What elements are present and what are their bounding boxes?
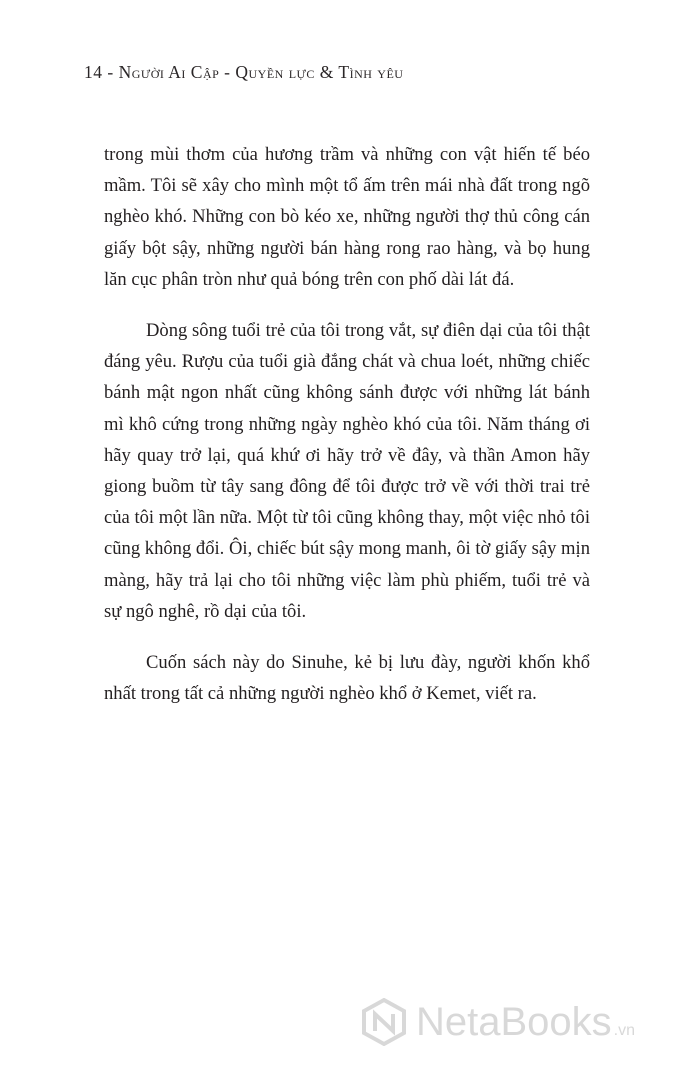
book-title: Người Ai Cập [118,62,220,82]
body-text [104,139,590,729]
netabooks-logo-icon [360,998,408,1046]
book-subtitle: Quyền lực & Tình yêu [235,62,404,82]
header-separator: - [107,62,114,82]
page-number: 14 [84,62,103,82]
paragraph-3: Cuốn sách này do Sinuhe, kẻ bị lưu đày, người khốn khổ nhất trong tất cả những người nghèo khổ ở Kemet, viết ra. [104,652,590,705]
watermark-suffix: .vn [613,1022,636,1039]
paragraph-2: Dòng sông tuổi trẻ của tôi trong vắt, sự điên dại của tôi thật đáng yêu. Rượu của tuổi già đắng chát và chua loét, những chiếc bánh mật ngon nhất cũng không sánh được với những lát bánh mì khô cứng trong những ngày nghèo khó của tôi. Năm tháng ơi hãy quay trở lại, quá khứ ơi hãy trở về đây, và thần Amon hãy giong buồm từ tây sang đông để tôi được trở về với thời trai trẻ của tôi một lần nữa. Một từ tôi cũng không thay, một việc nhỏ tôi cũng không đổi. Ôi, chiếc bút sậy mong manh, ôi tờ giấy sậy mịn màng, hãy trả lại cho tôi những việc làm phù phiếm, tuổi trẻ và sự ngô nghê, rồ dại của tôi. [104,320,590,622]
watermark-brand: NetaBooks [416,999,612,1044]
netabooks-watermark [360,992,690,1052]
paragraph-1: trong mùi thơm của hương trầm và những con vật hiến tế béo mầm. Tôi sẽ xây cho mình một tổ ấm trên mái nhà đất trong ngõ nghèo khó. Những con bò kéo xe, những người thợ thủ công cán giấy bột sậy, những người bán hàng rong rao hàng, và bọ hung lăn cục phân tròn như quả bóng trên con phố dài lát đá. [104,144,590,290]
header-separator-2: - [224,62,231,82]
running-header [84,62,644,83]
